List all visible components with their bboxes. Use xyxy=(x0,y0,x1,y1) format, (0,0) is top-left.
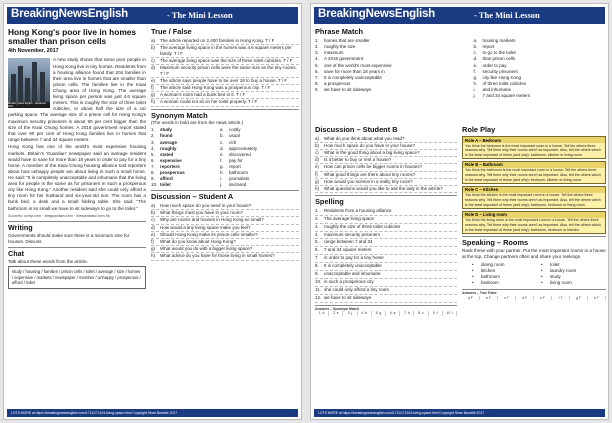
phrase-match-section xyxy=(315,28,606,124)
spelling-item-text: range between 7 and 34 xyxy=(324,239,373,245)
synonym-match: bathroom xyxy=(229,169,249,175)
phrase-left-item-text: a prosperous xyxy=(324,80,351,86)
answer-key-2-row xyxy=(462,296,606,301)
synonym-list xyxy=(151,127,299,188)
discussion-b-divider xyxy=(315,192,457,193)
spelling-item-letter: 10. xyxy=(315,278,322,284)
answer-key-cell: 10. i xyxy=(443,311,457,316)
discussion-b-list xyxy=(315,136,457,194)
truefalse-item xyxy=(151,65,299,76)
writing-title: Writing xyxy=(8,222,33,232)
answer-key-label: Answers – Synonym Match xyxy=(315,306,359,311)
discussion-b-item-text: Is it better to buy or rent a house? xyxy=(324,157,392,163)
truefalse-item xyxy=(151,99,299,104)
synonym-match: usual xyxy=(229,133,240,139)
article-column xyxy=(8,28,146,408)
spelling-item-text: It is completely unacceptable xyxy=(324,263,382,269)
photo-caption: Breaking News English · Newsletter · 2017 xyxy=(8,102,50,108)
phrase-left-item-text: roughly the size xyxy=(324,44,356,50)
phrase-right-item-text: 7 and 34 square meters xyxy=(482,92,530,98)
spelling-item-text: roughly the size of three toilet cubicles xyxy=(324,223,401,229)
spelling-item xyxy=(315,224,457,230)
discussion-b-item xyxy=(315,179,457,184)
bullet-icon: • xyxy=(541,280,543,286)
synonym-number: 3. xyxy=(151,139,155,145)
bullet-icon: • xyxy=(472,261,474,267)
role-card-title: Role C – Kitchen xyxy=(463,187,605,193)
speaking-title: Speaking – Rooms xyxy=(462,237,529,247)
spelling-title: Spelling xyxy=(315,197,344,207)
answer-key-2-cell: g T xyxy=(570,296,588,301)
discussion-b-item-letter: f) xyxy=(315,171,318,177)
discussion-b-item-text: How much space do you have in your house? xyxy=(324,142,416,148)
spelling-item xyxy=(315,271,457,277)
role-card-body: You think the bedroom is the most important room in a house. Tell the others three reasons why. Tell them why their rooms aren't as important. Also, tell the others which is the least important of these (and why): bathroom, kitchen or living room. xyxy=(465,143,601,157)
speaking-list xyxy=(462,262,606,286)
speaking-item-text: study xyxy=(550,274,561,279)
discussion-a-item-text: What do you know about Hong Kong? xyxy=(160,238,236,244)
brand-logo: BreakingNewsEnglish xyxy=(318,8,435,20)
spelling-item xyxy=(315,239,457,245)
phrase-right-item-letter: f. xyxy=(473,68,476,74)
answer-key-2-cell: c T xyxy=(498,296,516,301)
speaking-item-text: bedroom xyxy=(481,280,499,286)
role-card-title: Role B – Bathroom xyxy=(463,162,605,168)
discussion-a-item-letter: b) xyxy=(151,210,156,216)
synonym-match: pay for xyxy=(229,157,243,163)
truefalse-item-letter: f) xyxy=(151,84,154,90)
discussion-a-item-letter: g) xyxy=(151,246,156,252)
discussion-a-item-text: How would a tiny living space make you feel? xyxy=(160,224,251,230)
discussion-a-title: Discussion – Student A xyxy=(151,192,234,202)
synonym-letter: f. xyxy=(220,157,223,163)
discussion-b-item-text: What questions would you like to ask the lady in the article? xyxy=(324,186,443,192)
truefalse-item-text: The article says people have to be over 18 to buy a house. T / F xyxy=(160,77,288,83)
answer-key-cell: 6. a xyxy=(386,311,400,316)
role-card-title: Role A – Bedroom xyxy=(463,137,605,143)
phrase-right-item-text: than prison cells xyxy=(482,56,515,62)
page-footer: LOTS MORE at https://breakingnewsenglish.com/1711/171104-living-space.html Copyright Sean Banville 2017 xyxy=(7,409,298,417)
phrase-right-item-text: order to pay xyxy=(482,62,507,68)
synonym-letter: h. xyxy=(220,169,224,175)
answer-key xyxy=(315,305,457,316)
discussion-b-item xyxy=(315,143,457,148)
spelling-item-letter: 11. xyxy=(315,286,321,292)
answer-key-cell: 7. h xyxy=(400,311,414,316)
phrase-right-item-letter: a. xyxy=(473,38,478,44)
discussion-b-item-letter: d) xyxy=(315,157,320,163)
spelling-item-letter: 7. xyxy=(315,255,319,261)
speaking-item xyxy=(541,280,606,286)
speaking-item-text: dining room xyxy=(481,261,505,267)
chat-title: Chat xyxy=(8,248,24,258)
discussion-b-item xyxy=(315,157,457,162)
truefalse-item-text: The average living space was the size of three toilet cubicles. T / F xyxy=(160,57,293,63)
synonym-letter: c. xyxy=(220,139,224,145)
spelling-item xyxy=(315,255,457,261)
truefalse-item xyxy=(151,38,299,43)
discussion-a-item xyxy=(151,239,299,244)
spelling-item-letter: 5. xyxy=(315,239,319,245)
phrase-right-item-text: to go to the toilet xyxy=(482,50,516,56)
phrase-left-item-letter: 8. xyxy=(315,80,319,86)
synonym-word: reporters xyxy=(160,163,180,169)
synonym-row xyxy=(151,182,299,188)
discussion-b-item-letter: g) xyxy=(315,178,320,184)
synonym-letter: d. xyxy=(220,145,224,151)
discussion-b-item xyxy=(315,136,457,141)
truefalse-item-text: The article said Hong Kong was a prosperous city. T / F xyxy=(160,84,271,90)
phrase-right-item-letter: g. xyxy=(473,74,478,80)
synonym-number: 2. xyxy=(151,133,155,139)
discussion-b-item-letter: c) xyxy=(315,150,319,156)
phrase-left-item-text: A 2016 government xyxy=(324,56,364,62)
discussion-a-item xyxy=(151,232,299,237)
phrase-match-title: Phrase Match xyxy=(315,28,364,36)
synonym-word: afford xyxy=(160,176,173,182)
spelling-item-letter: 3. xyxy=(315,223,319,229)
spelling-divider xyxy=(315,302,457,303)
synonym-match: report xyxy=(229,163,241,169)
synonym-word: roughly xyxy=(160,145,177,151)
truefalse-item-letter: h) xyxy=(151,99,156,105)
spelling-item xyxy=(315,263,457,269)
discussion-b-item xyxy=(315,164,457,169)
discussion-b-item-text: How can prison cells be bigger rooms in houses? xyxy=(324,164,423,170)
speaking-item-text: kitchen xyxy=(481,267,496,273)
bullet-icon: • xyxy=(541,261,543,267)
spelling-list xyxy=(315,208,457,303)
truefalse-item xyxy=(151,78,299,83)
truefalse-item-text: The average living space in the homes was 4.6 square meters per family. T / F xyxy=(160,45,292,56)
synonym-word: expensive xyxy=(160,157,182,163)
synonym-number: 10. xyxy=(151,182,158,188)
phrase-right-item-text: city like Hong Kong xyxy=(482,74,521,80)
answer-key-row xyxy=(315,311,457,316)
discussion-a-item-letter: f) xyxy=(151,238,154,244)
page-footer: LOTS MORE at https://breakingnewsenglish.com/1711/171104-living-space.html Copyright Sean Banville 2017 xyxy=(314,409,605,417)
phrase-right-item-letter: b. xyxy=(473,44,478,50)
answer-key-2-cell: h T xyxy=(588,296,606,301)
phrase-left-item-text: maximum xyxy=(324,50,344,56)
spelling-item xyxy=(315,216,457,222)
discussion-b-item-text: How would you survive in a really tiny room? xyxy=(324,178,413,184)
spelling-item-letter: 2. xyxy=(315,215,319,221)
roleplay-list xyxy=(462,136,606,234)
discussion-a-item xyxy=(151,203,299,208)
phrase-right-item-letter: d. xyxy=(473,56,478,62)
synonym-letter: i. xyxy=(220,176,223,182)
discussion-a-item-text: What things must you have in your room? xyxy=(160,210,244,216)
spelling-item-text: The average living space xyxy=(324,215,375,221)
answer-key-2-cell: f T xyxy=(552,296,570,301)
bullet-icon: • xyxy=(472,274,474,279)
speaking-intro: Rank these with your partner. Put the most important rooms in a house at the top. Change partners often and share your rankings. xyxy=(462,248,606,260)
truefalse-item-letter: c) xyxy=(151,57,155,63)
lower-right-column xyxy=(462,126,606,406)
writing-prompt: Governments should make sure there is a minimum size for houses. Discuss. xyxy=(8,232,130,244)
synonym-match: discovered xyxy=(229,151,251,157)
spelling-item xyxy=(315,232,457,238)
phrase-left-item-text: homes that are smaller xyxy=(324,38,370,44)
answer-key-2-cell: d F xyxy=(516,296,534,301)
discussion-b-item-letter: e) xyxy=(315,164,320,170)
article-paragraph-1: A new study shows that some poor people in Hong Kong live in tiny homes. Residents from a housing alliance found that 204 families in their area live in homes that are smaller than prison cells. The families live in the Kwai Chung area of Hong Kong. The average living space per person was just 4.6 square meters. This is roughly the size of three toilet cubicles, or about half the size of a car parking space. The average size of a prison cell for Hong Kong's maximum security prisoners is about 90 per cent bigger than the size of the Kwai Chung homes. A 2016 government report stated that over 90 per cent of Hong Kong families live in homes that range between 7 and 34 square meters. xyxy=(8,57,146,142)
phrase-left-item-text: one of the world's most expensive xyxy=(324,62,392,68)
discussion-a-item-letter: d) xyxy=(151,224,156,230)
role-card-body: You think the kitchen is the most important room in a house. Tell the others three reasons why. Tell them why their rooms aren't as important. Also, tell the others which is the least important of these (and why): bathroom, bedroom or living room. xyxy=(465,193,601,207)
spelling-item-text: we have to sit sideways xyxy=(324,294,372,300)
spelling-item-letter: 12. xyxy=(315,294,322,300)
discussion-b-item xyxy=(315,172,457,177)
synonym-word: prosperous xyxy=(160,169,185,175)
phrase-left-item-text: save for more than 18 years in xyxy=(324,68,385,74)
phrase-left-item-text: It is completely unacceptable xyxy=(324,74,382,80)
truefalse-item-letter: b) xyxy=(151,45,156,51)
discussion-a-item-letter: e) xyxy=(151,231,156,237)
discussion-b-item-letter: b) xyxy=(315,142,320,148)
role-card-body: You think the bathroom is the most important room in a house. Tell the others three reasons why. Tell them why their rooms aren't as important. Also, tell the others which is the least important of these (and why): bedroom, kitchen or living room. xyxy=(465,168,601,182)
role-card-body: You think the living room is the most important room in a house. Tell the others three reasons why. Tell them why their rooms aren't as important. Also, tell the others which is the least important of these (and why): bathroom, bedroom or kitchen. xyxy=(465,218,601,232)
truefalse-item-letter: d) xyxy=(151,65,156,71)
discussion-a-item xyxy=(151,253,299,258)
answer-key-cell: 9. f xyxy=(429,311,443,316)
spelling-item-text: she could only afford a tiny room xyxy=(324,286,389,292)
discussion-a-item xyxy=(151,217,299,222)
synonym-match: costly xyxy=(229,127,241,133)
phrase-left-item-letter: 3. xyxy=(315,50,319,56)
roleplay-title: Role Play xyxy=(462,126,496,134)
phrase-left-item-letter: 1. xyxy=(315,38,319,44)
phrase-right-item-letter: h. xyxy=(473,80,478,86)
phrase-right-item-letter: e. xyxy=(473,62,478,68)
discussion-b-item-letter: h) xyxy=(315,186,320,192)
discussion-b-item-letter: a) xyxy=(315,135,320,141)
phrase-left-item-letter: 5. xyxy=(315,62,319,68)
bullet-icon: • xyxy=(472,267,474,273)
discussion-a-item-letter: c) xyxy=(151,217,155,223)
discussion-a-item-letter: a) xyxy=(151,202,156,208)
discussion-a-item xyxy=(151,246,299,251)
phrase-right-item-text: housing markets xyxy=(482,38,516,44)
spelling-item-letter: 1. xyxy=(315,207,319,213)
article-headline: Hong Kong's poor live in homes smaller than prison cells xyxy=(8,28,137,47)
answer-key-2-cell: a F xyxy=(462,296,480,301)
discussion-b-title: Discussion – Student B xyxy=(315,126,398,134)
discussion-b-item-text: What good things are there about tiny rooms? xyxy=(324,171,416,177)
phrase-right-list xyxy=(473,38,606,99)
answer-key-cell: 4. b xyxy=(358,311,372,316)
spelling-item-letter: 4. xyxy=(315,231,319,237)
role-card xyxy=(462,211,606,234)
synonym-match: rich xyxy=(229,139,237,145)
answer-key-cell: 3. j xyxy=(343,311,357,316)
answer-key-cell: 2. e xyxy=(329,311,343,316)
answer-key-2-cell: e F xyxy=(534,296,552,301)
discussion-b-item-text: What do you think about what you read? xyxy=(324,135,405,141)
synonym-number: 5. xyxy=(151,151,155,157)
spelling-item-text: unacceptable and inhumane xyxy=(324,271,381,277)
discussion-b-item xyxy=(315,186,457,191)
spelling-item xyxy=(315,208,457,214)
page-banner xyxy=(7,7,298,24)
role-card xyxy=(462,136,606,159)
truefalse-list xyxy=(151,38,299,106)
discussion-b-item xyxy=(315,150,457,155)
discussion-b-item-text: What is the good thing about a big living space? xyxy=(324,150,420,156)
discussion-a-item xyxy=(151,225,299,230)
phrase-left-item xyxy=(315,87,467,93)
spelling-item-text: 7 and 34 square meters xyxy=(324,247,372,253)
truefalse-item xyxy=(151,85,299,90)
spelling-item-text: Residents from a housing alliance xyxy=(324,207,392,213)
exercise-column xyxy=(151,28,299,408)
synonym-number: 9. xyxy=(151,176,155,182)
phrase-left-item-letter: 6. xyxy=(315,68,319,74)
speaking-item-text: laundry room xyxy=(550,267,577,273)
synonym-word: found xyxy=(160,133,173,139)
synonym-number: 7. xyxy=(151,163,155,169)
synonym-word: average xyxy=(160,139,178,145)
phrase-left-item-letter: 7. xyxy=(315,74,319,80)
phrase-left-item-letter: 2. xyxy=(315,44,319,50)
synonym-number: 1. xyxy=(151,127,155,133)
chat-intro: Talk about these words from the article. xyxy=(8,258,88,264)
spelling-item xyxy=(315,247,457,253)
synonym-letter: j. xyxy=(220,182,223,188)
spelling-item-text: in order to pay for a tiny home xyxy=(324,255,384,261)
synonym-letter: a. xyxy=(220,127,224,133)
truefalse-item-letter: g) xyxy=(151,92,156,98)
phrase-left-item-letter: 4. xyxy=(315,56,319,62)
synonym-match: journalists xyxy=(229,176,250,182)
synonym-number: 4. xyxy=(151,145,155,151)
speaking-item-text: living room xyxy=(550,280,572,286)
truefalse-item-letter: e) xyxy=(151,77,156,83)
phrase-right-item-text: report xyxy=(482,44,495,50)
synonym-number: 8. xyxy=(151,169,155,175)
truefalse-divider xyxy=(151,106,299,107)
answer-key-cell: 5. g xyxy=(372,311,386,316)
phrase-right-item-letter: i. xyxy=(473,86,476,92)
synonym-word: study xyxy=(160,127,173,133)
synonym-title: Synonym Match xyxy=(151,110,208,120)
discussion-a-item-text: Should Hong Kong make its prison cells smaller? xyxy=(160,231,258,237)
spelling-item xyxy=(315,295,457,301)
truefalse-item-text: A woman could not sit on her toilet properly. T / F xyxy=(160,99,258,105)
truefalse-item-text: The article reported on 2,400 families in Hong Kong. T / F xyxy=(160,38,275,44)
spelling-item-letter: 9. xyxy=(315,271,319,277)
discussion-a-item-text: What would you do with a bigger living space? xyxy=(160,246,253,252)
synonym-match: declared xyxy=(229,182,247,188)
page-banner xyxy=(314,7,605,24)
article-photo xyxy=(8,58,50,108)
truefalse-item-letter: a) xyxy=(151,38,156,44)
synonym-letter: b. xyxy=(220,133,224,139)
spelling-item-text: maximum security prisoners xyxy=(324,231,381,237)
synonym-number: 6. xyxy=(151,157,155,163)
discussion-a-item-text: Why are rooms and houses in Hong Kong so small? xyxy=(160,217,264,223)
phrase-left-item-letter: 9. xyxy=(315,86,319,92)
speaking-item xyxy=(472,280,537,286)
answer-key-2 xyxy=(462,289,606,300)
lesson-page-2 xyxy=(310,3,609,420)
chat-word-box: study / housing / families / prison cells / toilet / average / size / homes / expensive / markets / newspaper / member / unhappy / prosperous / afford / toilet xyxy=(8,266,146,288)
discussion-a-list xyxy=(151,203,299,261)
discussion-a-divider xyxy=(151,260,299,261)
discussion-a-item-text: What advice do you have for those living in small homes? xyxy=(160,253,275,259)
truefalse-item-text: Maximum security prison cells were the same size as the tiny rooms. T / F xyxy=(160,65,297,76)
role-card-title: Role D – Living room xyxy=(463,212,605,218)
truefalse-item xyxy=(151,58,299,63)
banner-subtitle: - The Mini Lesson xyxy=(474,10,540,20)
phrase-left-item-text: we have to sit sideways xyxy=(324,86,372,92)
lesson-page-1 xyxy=(3,3,302,420)
phrase-right-item-letter: c. xyxy=(473,50,477,56)
answer-key-2-cell: b F xyxy=(480,296,498,301)
brand-logo: BreakingNewsEnglish xyxy=(11,8,128,20)
phrase-right-item-text: of three toilet cubicles xyxy=(482,80,526,86)
phrase-right-item-text: security prisoners xyxy=(482,68,518,74)
article-date: 4th November, 2017 xyxy=(8,48,59,55)
spelling-item xyxy=(315,279,457,285)
synonym-letter: e. xyxy=(220,151,224,157)
discussion-a-item-text: How much space do you need in your house? xyxy=(160,202,252,208)
lower-left-column xyxy=(315,126,457,406)
answer-key-2-label: Answers – True False xyxy=(462,291,497,296)
phrase-left-list xyxy=(315,38,467,99)
role-card xyxy=(462,161,606,184)
spelling-item-letter: 6. xyxy=(315,247,319,253)
speaking-item-text: toilet xyxy=(550,261,560,267)
role-card xyxy=(462,186,606,209)
answer-key-cell: 1. d xyxy=(315,311,329,316)
spelling-item-letter: 8. xyxy=(315,263,319,269)
discussion-a-item-letter: h) xyxy=(151,253,156,259)
synonym-subtitle: (The words in bold are from the news article.) xyxy=(151,119,244,125)
truefalse-item xyxy=(151,92,299,97)
phrase-right-item-letter: j. xyxy=(473,92,476,98)
article-sources: Sources: scmp.com · theguardian.com · thestandard.com.hk xyxy=(8,213,110,218)
truefalse-title: True / False xyxy=(151,28,192,36)
spelling-item xyxy=(315,287,457,293)
truefalse-item xyxy=(151,45,299,56)
synonym-word: stated xyxy=(160,151,174,157)
bullet-icon: • xyxy=(541,274,543,279)
answer-key-cell: 8. c xyxy=(414,311,428,316)
phrase-right-item-text: and inhumane xyxy=(482,86,511,92)
synonym-letter: g. xyxy=(220,163,224,169)
synonym-match: approximately xyxy=(229,145,258,151)
discussion-a-item xyxy=(151,210,299,215)
truefalse-item-text: A woman's room had a bunk bed in it. T / F xyxy=(160,92,246,98)
bullet-icon: • xyxy=(472,280,474,286)
synonym-word: toilet xyxy=(160,182,171,188)
speaking-item-text: bathroom xyxy=(481,274,501,279)
banner-subtitle: - The Mini Lesson xyxy=(167,10,233,20)
bullet-icon: • xyxy=(541,267,543,273)
article-paragraph-2: Hong Kong has one of the world's most expensive housing markets. Britain's 'Guardian' newspaper said an average resident would have to save for more than 18 years in order to pay for a tiny home. A member of the Kwai Chung housing alliance told reporters about how unhappy people are about living in such a small home. He said: "It is completely unacceptable and inhumane that the living area for people is the same as for prisoners in such a prosperous city like Hong Kong." Another resident said she could only afford a tiny room for her husband and six-year-old son. The room has a bunk bed, a desk and a small folding table. She said: "The bathroom is so small we have to sit sideways to go to the toilet." xyxy=(8,144,146,211)
phrase-right-item xyxy=(473,93,606,99)
spelling-item-text: in such a prosperous city xyxy=(324,278,374,284)
